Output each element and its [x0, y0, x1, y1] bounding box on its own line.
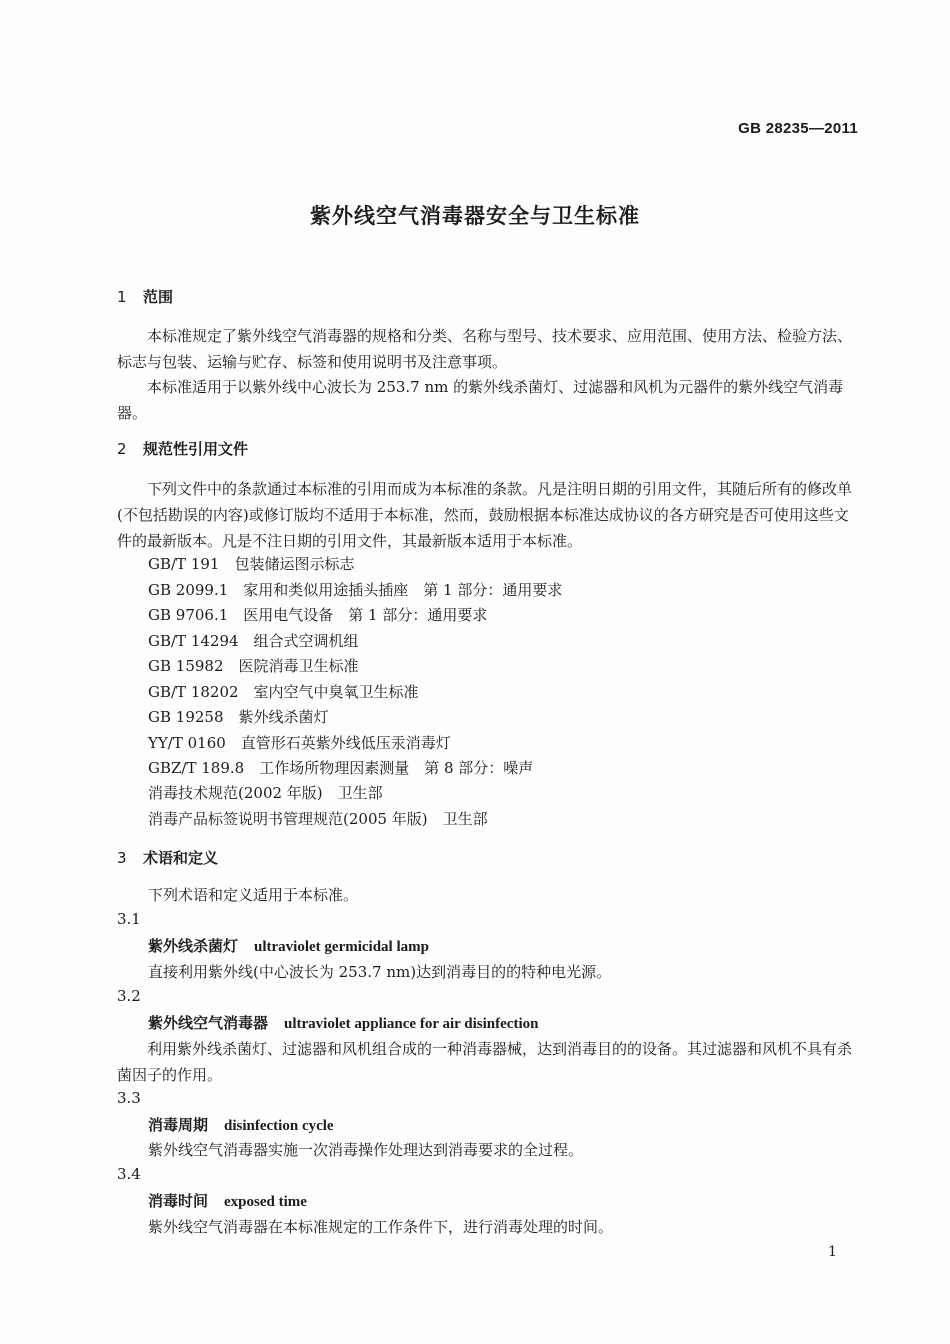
reference-item: GB 2099.1 家用和类似用途插头插座 第 1 部分：通用要求 — [148, 581, 563, 599]
term-number: 3.3 — [117, 1089, 141, 1107]
section-1-heading — [117, 286, 173, 307]
normative-intro: 下列文件中的条款通过本标准的引用而成为本标准的条款。凡是注明日期的引用文件，其随后所有的修改单(不包括勘误的内容)或修订版均不适用于本标准，然而，鼓励根据本标准达成协议的各方研究是否可使用这些文件的最新版本。凡是不注日期的引用文件，其最新版本适用于本标准。 — [117, 480, 853, 550]
reference-item: GB 15982 医院消毒卫生标准 — [148, 657, 359, 675]
term-chinese: 紫外线空气消毒器 — [148, 1014, 269, 1032]
term-english: ultraviolet germicidal lamp — [254, 939, 429, 955]
term-english: exposed time — [224, 1194, 307, 1210]
scope-paragraph-1: 本标准规定了紫外线空气消毒器的规格和分类、名称与型号、技术要求、应用范围、使用方法、检验方法、标志与包装、运输与贮存、标签和使用说明书及注意事项。 — [117, 327, 853, 371]
reference-item: 消毒产品标签说明书管理规范(2005 年版) 卫生部 — [148, 810, 488, 828]
reference-item: 消毒技术规范(2002 年版) 卫生部 — [148, 784, 383, 802]
term-english: disinfection cycle — [224, 1118, 334, 1134]
term-definition: 紫外线空气消毒器实施一次消毒操作处理达到消毒要求的全过程。 — [148, 1141, 584, 1159]
section-label: 规范性引用文件 — [143, 440, 249, 458]
reference-item: GB 9706.1 医用电气设备 第 1 部分：通用要求 — [148, 606, 488, 624]
section-3-heading — [117, 847, 218, 868]
reference-item: GBZ/T 189.8 工作场所物理因素测量 第 8 部分：噪声 — [148, 759, 534, 777]
reference-item: GB 19258 紫外线杀菌灯 — [148, 708, 329, 726]
section-number: 2 — [117, 440, 127, 458]
section-number: 1 — [117, 288, 127, 306]
term-definition: 利用紫外线杀菌灯、过滤器和风机组合成的一种消毒器械，达到消毒目的的设备。其过滤器和风机不具有杀菌因子的作用。 — [117, 1040, 853, 1084]
term-title — [148, 1190, 307, 1211]
term-number: 3.2 — [117, 987, 141, 1005]
term-title — [148, 935, 429, 956]
term-chinese: 紫外线杀菌灯 — [148, 937, 239, 955]
term-definition: 紫外线空气消毒器在本标准规定的工作条件下，进行消毒处理的时间。 — [148, 1218, 614, 1236]
page-number: 1 — [828, 1244, 837, 1260]
section-label: 术语和定义 — [143, 849, 219, 867]
reference-item: GB/T 18202 室内空气中臭氧卫生标准 — [148, 683, 419, 701]
section-2-heading — [117, 438, 248, 459]
term-chinese: 消毒时间 — [148, 1192, 209, 1210]
reference-item: GB/T 191 包装储运图示标志 — [148, 555, 355, 573]
term-title — [148, 1114, 334, 1135]
standard-code: GB 28235—2011 — [738, 120, 858, 137]
term-chinese: 消毒周期 — [148, 1116, 209, 1134]
terms-intro: 下列术语和定义适用于本标准。 — [148, 886, 359, 904]
term-number: 3.4 — [117, 1165, 141, 1183]
term-definition: 直接利用紫外线(中心波长为 253.7 nm)达到消毒目的的特种电光源。 — [148, 963, 612, 981]
term-title — [148, 1012, 538, 1033]
section-number: 3 — [117, 849, 127, 867]
section-label: 范围 — [143, 288, 174, 306]
term-english: ultraviolet appliance for air disinfection — [284, 1016, 539, 1032]
reference-item: GB/T 14294 组合式空调机组 — [148, 632, 359, 650]
term-number: 3.1 — [117, 910, 141, 928]
reference-item: YY/T 0160 直管形石英紫外线低压汞消毒灯 — [148, 734, 451, 752]
document-title: 紫外线空气消毒器安全与卫生标准 — [310, 204, 640, 228]
scope-paragraph-2: 本标准适用于以紫外线中心波长为 253.7 nm 的紫外线杀菌灯、过滤器和风机为元器件的紫外线空气消毒器。 — [117, 378, 844, 422]
